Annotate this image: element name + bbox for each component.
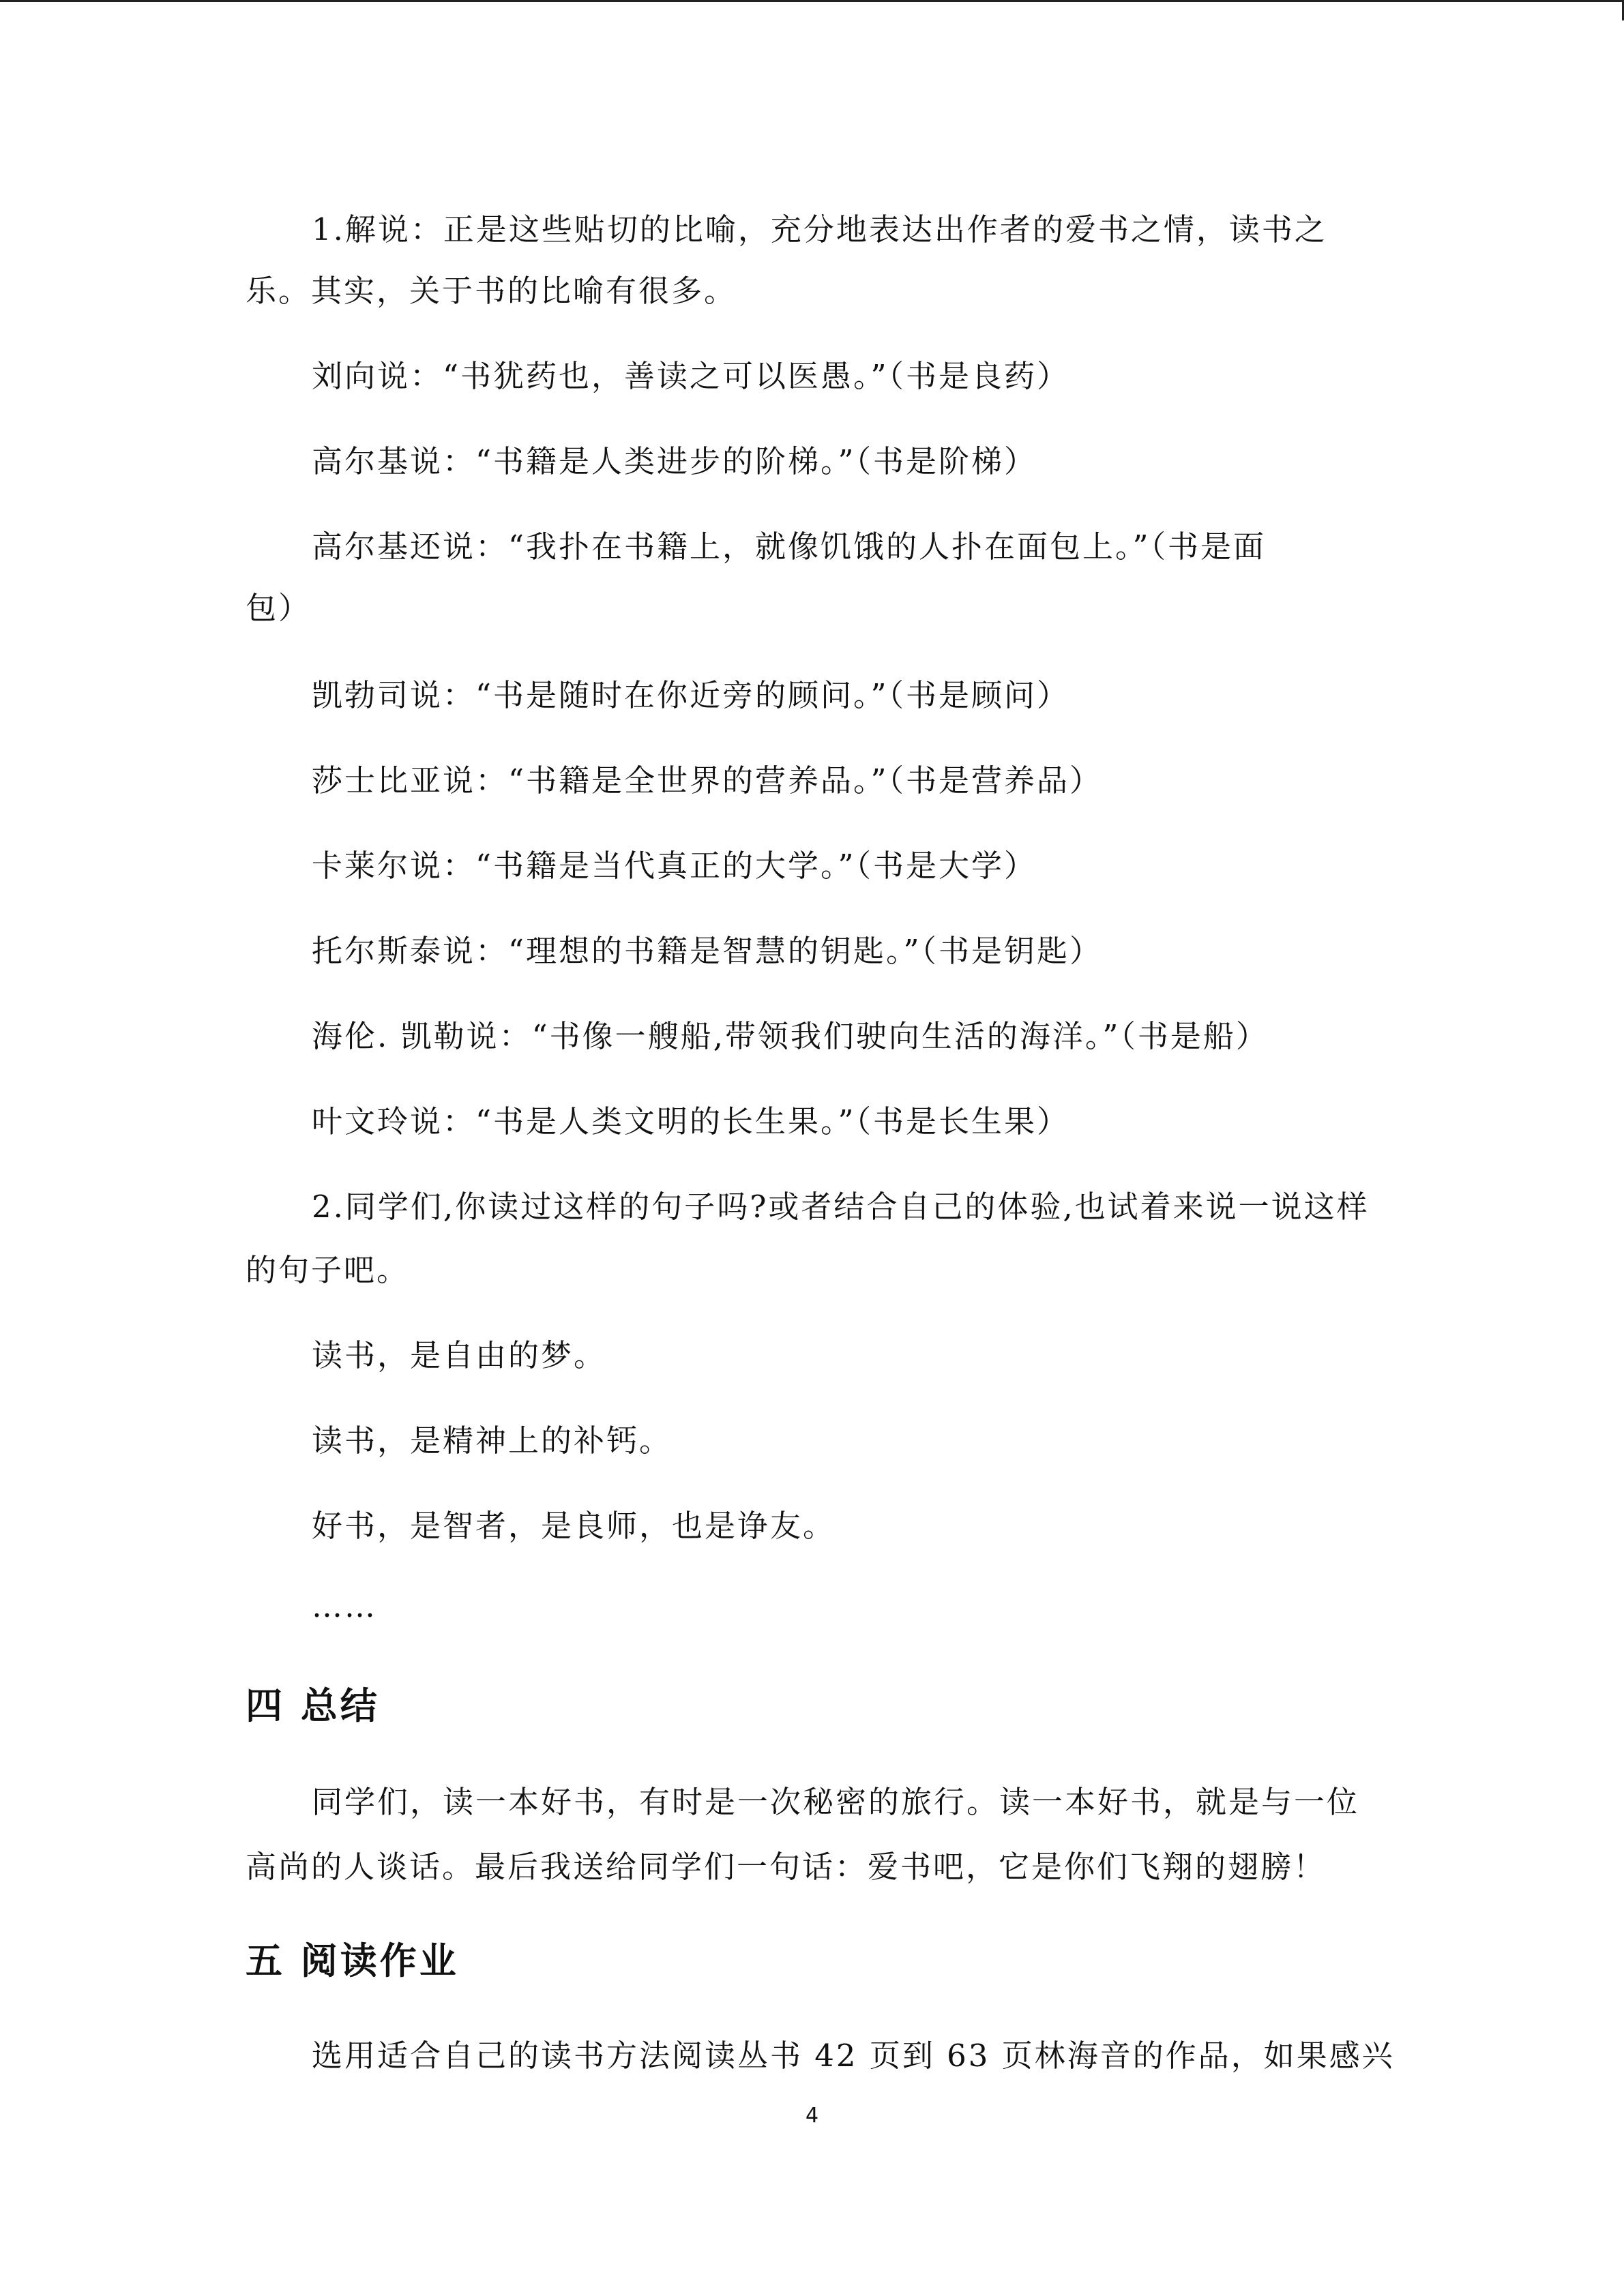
explain-line-1: 1.解说：正是这些贴切的比喻，充分地表达出作者的爱书之情，读书之 [312,211,1327,248]
example-sentence-2: 读书，是精神上的补钙。 [312,1422,673,1459]
quote-tolstoy: 托尔斯泰说：“理想的书籍是智慧的钥匙。”（书是钥匙） [312,933,1103,969]
ellipsis-line: …… [312,1588,377,1624]
quote-helen-keller: 海伦. 凯勒说：“书像一艘船,带领我们驶向生活的海洋。”（书是船） [312,1018,1269,1054]
summary-line-1: 同学们，读一本好书，有时是一次秘密的旅行。读一本好书，就是与一位 [312,1784,1360,1820]
quote-kaibosi: 凯勃司说：“书是随时在你近旁的顾问。”（书是顾问） [312,677,1070,713]
page-number: 4 [805,2104,819,2128]
homework-line-1: 选用适合自己的读书方法阅读丛书 42 页到 63 页林海音的作品，如果感兴 [312,2038,1395,2074]
explain-line-2: 乐。其实，关于书的比喻有很多。 [246,273,737,309]
quote-carlyle: 卡莱尔说：“书籍是当代真正的大学。”（书是大学） [312,848,1037,884]
quote-gorky-2-continued: 包） [246,590,312,626]
example-sentence-1: 读书，是自由的梦。 [312,1337,607,1373]
practice-line-1: 2.同学们,你读过这样的句子吗?或者结合自己的体验,也试着来说一说这样 [312,1189,1370,1225]
homework-heading: 五 阅读作业 [246,1939,459,1982]
quote-gorky-2: 高尔基还说：“我扑在书籍上，就像饥饿的人扑在面包上。”（书是面 [312,528,1267,565]
summary-heading: 四 总结 [246,1684,380,1727]
practice-line-2: 的句子吧。 [246,1252,410,1288]
example-sentence-3: 好书，是智者，是良师，也是诤友。 [312,1508,836,1544]
quote-liu-xiang: 刘向说：“书犹药也，善读之可以医愚。”（书是良药） [312,358,1070,394]
quote-shakespeare: 莎士比亚说：“书籍是全世界的营养品。”（书是营养品） [312,762,1103,799]
quote-gorky-1: 高尔基说：“书籍是人类进步的阶梯。”（书是阶梯） [312,443,1037,479]
top-border-line [0,0,1624,2]
quote-ye-wenling: 叶文玲说：“书是人类文明的长生果。”（书是长生果） [312,1103,1070,1139]
summary-line-2: 高尚的人谈话。最后我送给同学们一句话：爱书吧，它是你们飞翔的翅膀！ [246,1849,1327,1885]
